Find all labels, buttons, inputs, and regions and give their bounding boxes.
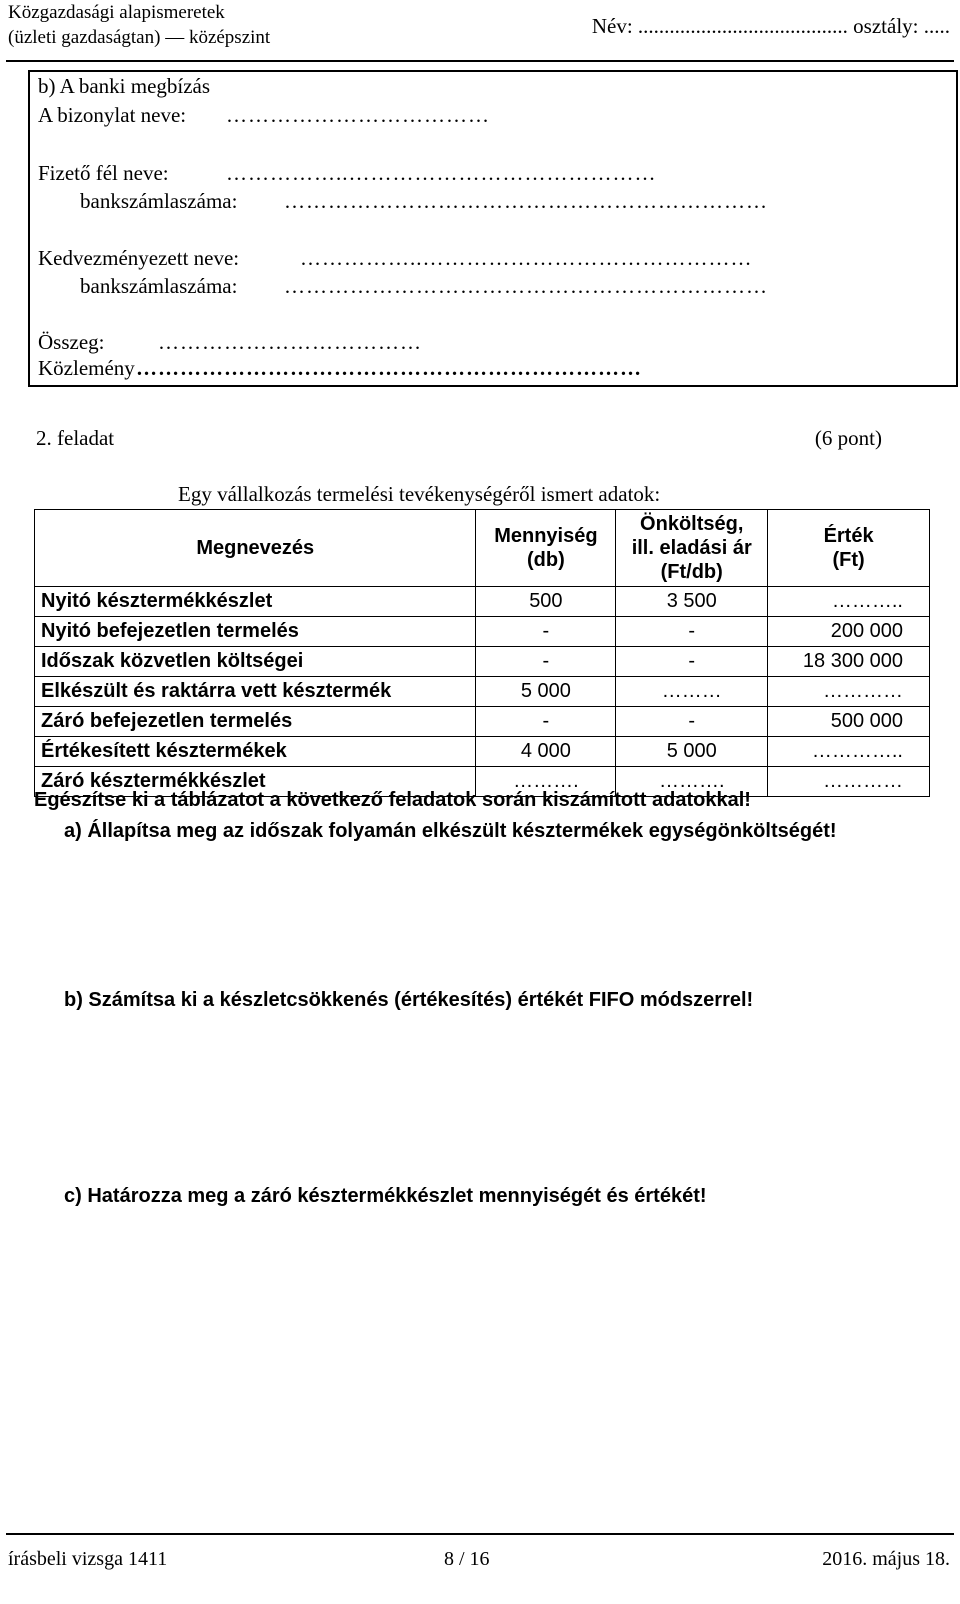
row-qty: 4 000 <box>476 737 616 767</box>
row-cost: - <box>616 707 768 737</box>
row-name: Nyitó késztermékkészlet <box>35 587 476 617</box>
subject-line-2: (üzleti gazdaságtan) — középszint <box>8 27 271 48</box>
subject-line-1: Közgazdasági alapismeretek <box>8 2 225 23</box>
header-name <box>35 510 476 587</box>
header-name-text: Megnevezés <box>196 537 315 559</box>
row-value: 18 300 000 <box>768 647 930 677</box>
row-cost[interactable]: ……… <box>616 677 768 707</box>
exam-code: írásbeli vizsga 1411 <box>8 1548 168 1570</box>
header-cost <box>616 510 768 587</box>
row-name: Elkészült és raktárra vett késztermék <box>35 677 476 707</box>
bank-order-box <box>28 70 958 387</box>
fill-in-instruction: Egészítse ki a táblázatot a következő feladatok során kiszámított adatokkal! <box>34 789 751 811</box>
note-field[interactable]: …………………………………………………………… <box>136 356 642 380</box>
payer-account-label: bankszámlaszáma: <box>80 189 238 213</box>
header-value <box>768 510 930 587</box>
row-qty: 5 000 <box>476 677 616 707</box>
row-cost[interactable]: ………. <box>616 767 768 797</box>
document-name-label: A bizonylat neve: <box>38 103 187 127</box>
bank-order-title: b) A banki megbízás <box>38 74 211 98</box>
header-qty-line1: Mennyiség <box>494 525 598 547</box>
row-cost: - <box>616 617 768 647</box>
row-name: Záró késztermékkészlet <box>35 767 476 797</box>
row-value: 500 000 <box>768 707 930 737</box>
name-class-field: Név: ........................................ osztály: ..... <box>591 14 950 38</box>
header-cost-line2: ill. eladási ár <box>631 537 752 559</box>
table-row <box>35 617 930 647</box>
row-name: Értékesített késztermékek <box>35 737 476 767</box>
question-b: b) Számítsa ki a készletcsökkenés (értékesítés) értékét FIFO módszerrel! <box>64 989 754 1011</box>
row-qty: 500 <box>476 587 616 617</box>
note-label: Közlemény <box>38 356 135 380</box>
row-qty: - <box>476 647 616 677</box>
row-value[interactable]: ………… <box>768 767 930 797</box>
beneficiary-account-label: bankszámlaszáma: <box>80 274 238 298</box>
page-number: 8 / 16 <box>444 1548 490 1570</box>
header-cost-line1: Önköltség, <box>640 513 744 535</box>
header-qty-line2: (db) <box>527 549 565 571</box>
row-cost: - <box>616 647 768 677</box>
footer-divider <box>6 1533 954 1535</box>
row-value[interactable]: ………… <box>768 677 930 707</box>
header-value-line1: Érték <box>823 525 874 547</box>
subject-title <box>8 0 270 50</box>
production-data-table <box>34 509 930 797</box>
header-divider <box>6 60 954 62</box>
row-cost: 3 500 <box>616 587 768 617</box>
row-name: Nyitó befejezetlen termelés <box>35 617 476 647</box>
amount-field[interactable]: ……………………………… <box>158 330 422 354</box>
payer-name-field[interactable]: ……………..…………………………………… <box>226 161 657 185</box>
beneficiary-account-field[interactable]: ………………………………………………………… <box>284 274 768 298</box>
question-a: a) Állapítsa meg az időszak folyamán elkészült késztermékek egységönköltségét! <box>64 820 837 842</box>
payer-name-label: Fizető fél neve: <box>38 161 169 185</box>
row-name: Záró befejezetlen termelés <box>35 707 476 737</box>
row-qty: - <box>476 707 616 737</box>
table-header-row <box>35 510 930 587</box>
table-row <box>35 587 930 617</box>
row-qty: - <box>476 617 616 647</box>
payer-account-field[interactable]: ………………………………………………………… <box>284 189 768 213</box>
table-row <box>35 677 930 707</box>
table-caption: Egy vállalkozás termelési tevékenységéről ismert adatok: <box>178 482 661 506</box>
beneficiary-name-label: Kedvezményezett neve: <box>38 246 240 270</box>
task-title: 2. feladat <box>36 426 115 450</box>
table-row <box>35 737 930 767</box>
table-row <box>35 647 930 677</box>
row-cost: 5 000 <box>616 737 768 767</box>
header-value-line2: (Ft) <box>832 549 865 571</box>
row-value[interactable]: ………….. <box>768 737 930 767</box>
question-c: c) Határozza meg a záró késztermékkészlet mennyiségét és értékét! <box>64 1185 707 1207</box>
task-points: (6 pont) <box>814 426 882 450</box>
beneficiary-name-field[interactable]: ……………..……………………………………… <box>300 246 753 270</box>
row-qty[interactable]: ………. <box>476 767 616 797</box>
row-name: Időszak közvetlen költségei <box>35 647 476 677</box>
exam-date: 2016. május 18. <box>822 1548 950 1570</box>
document-name-field[interactable]: ……………………………… <box>226 103 490 127</box>
header-qty <box>476 510 616 587</box>
row-value[interactable]: ……….. <box>768 587 930 617</box>
table-row <box>35 707 930 737</box>
header-cost-line3: (Ft/db) <box>660 561 723 583</box>
row-value: 200 000 <box>768 617 930 647</box>
amount-label: Összeg: <box>38 330 105 354</box>
